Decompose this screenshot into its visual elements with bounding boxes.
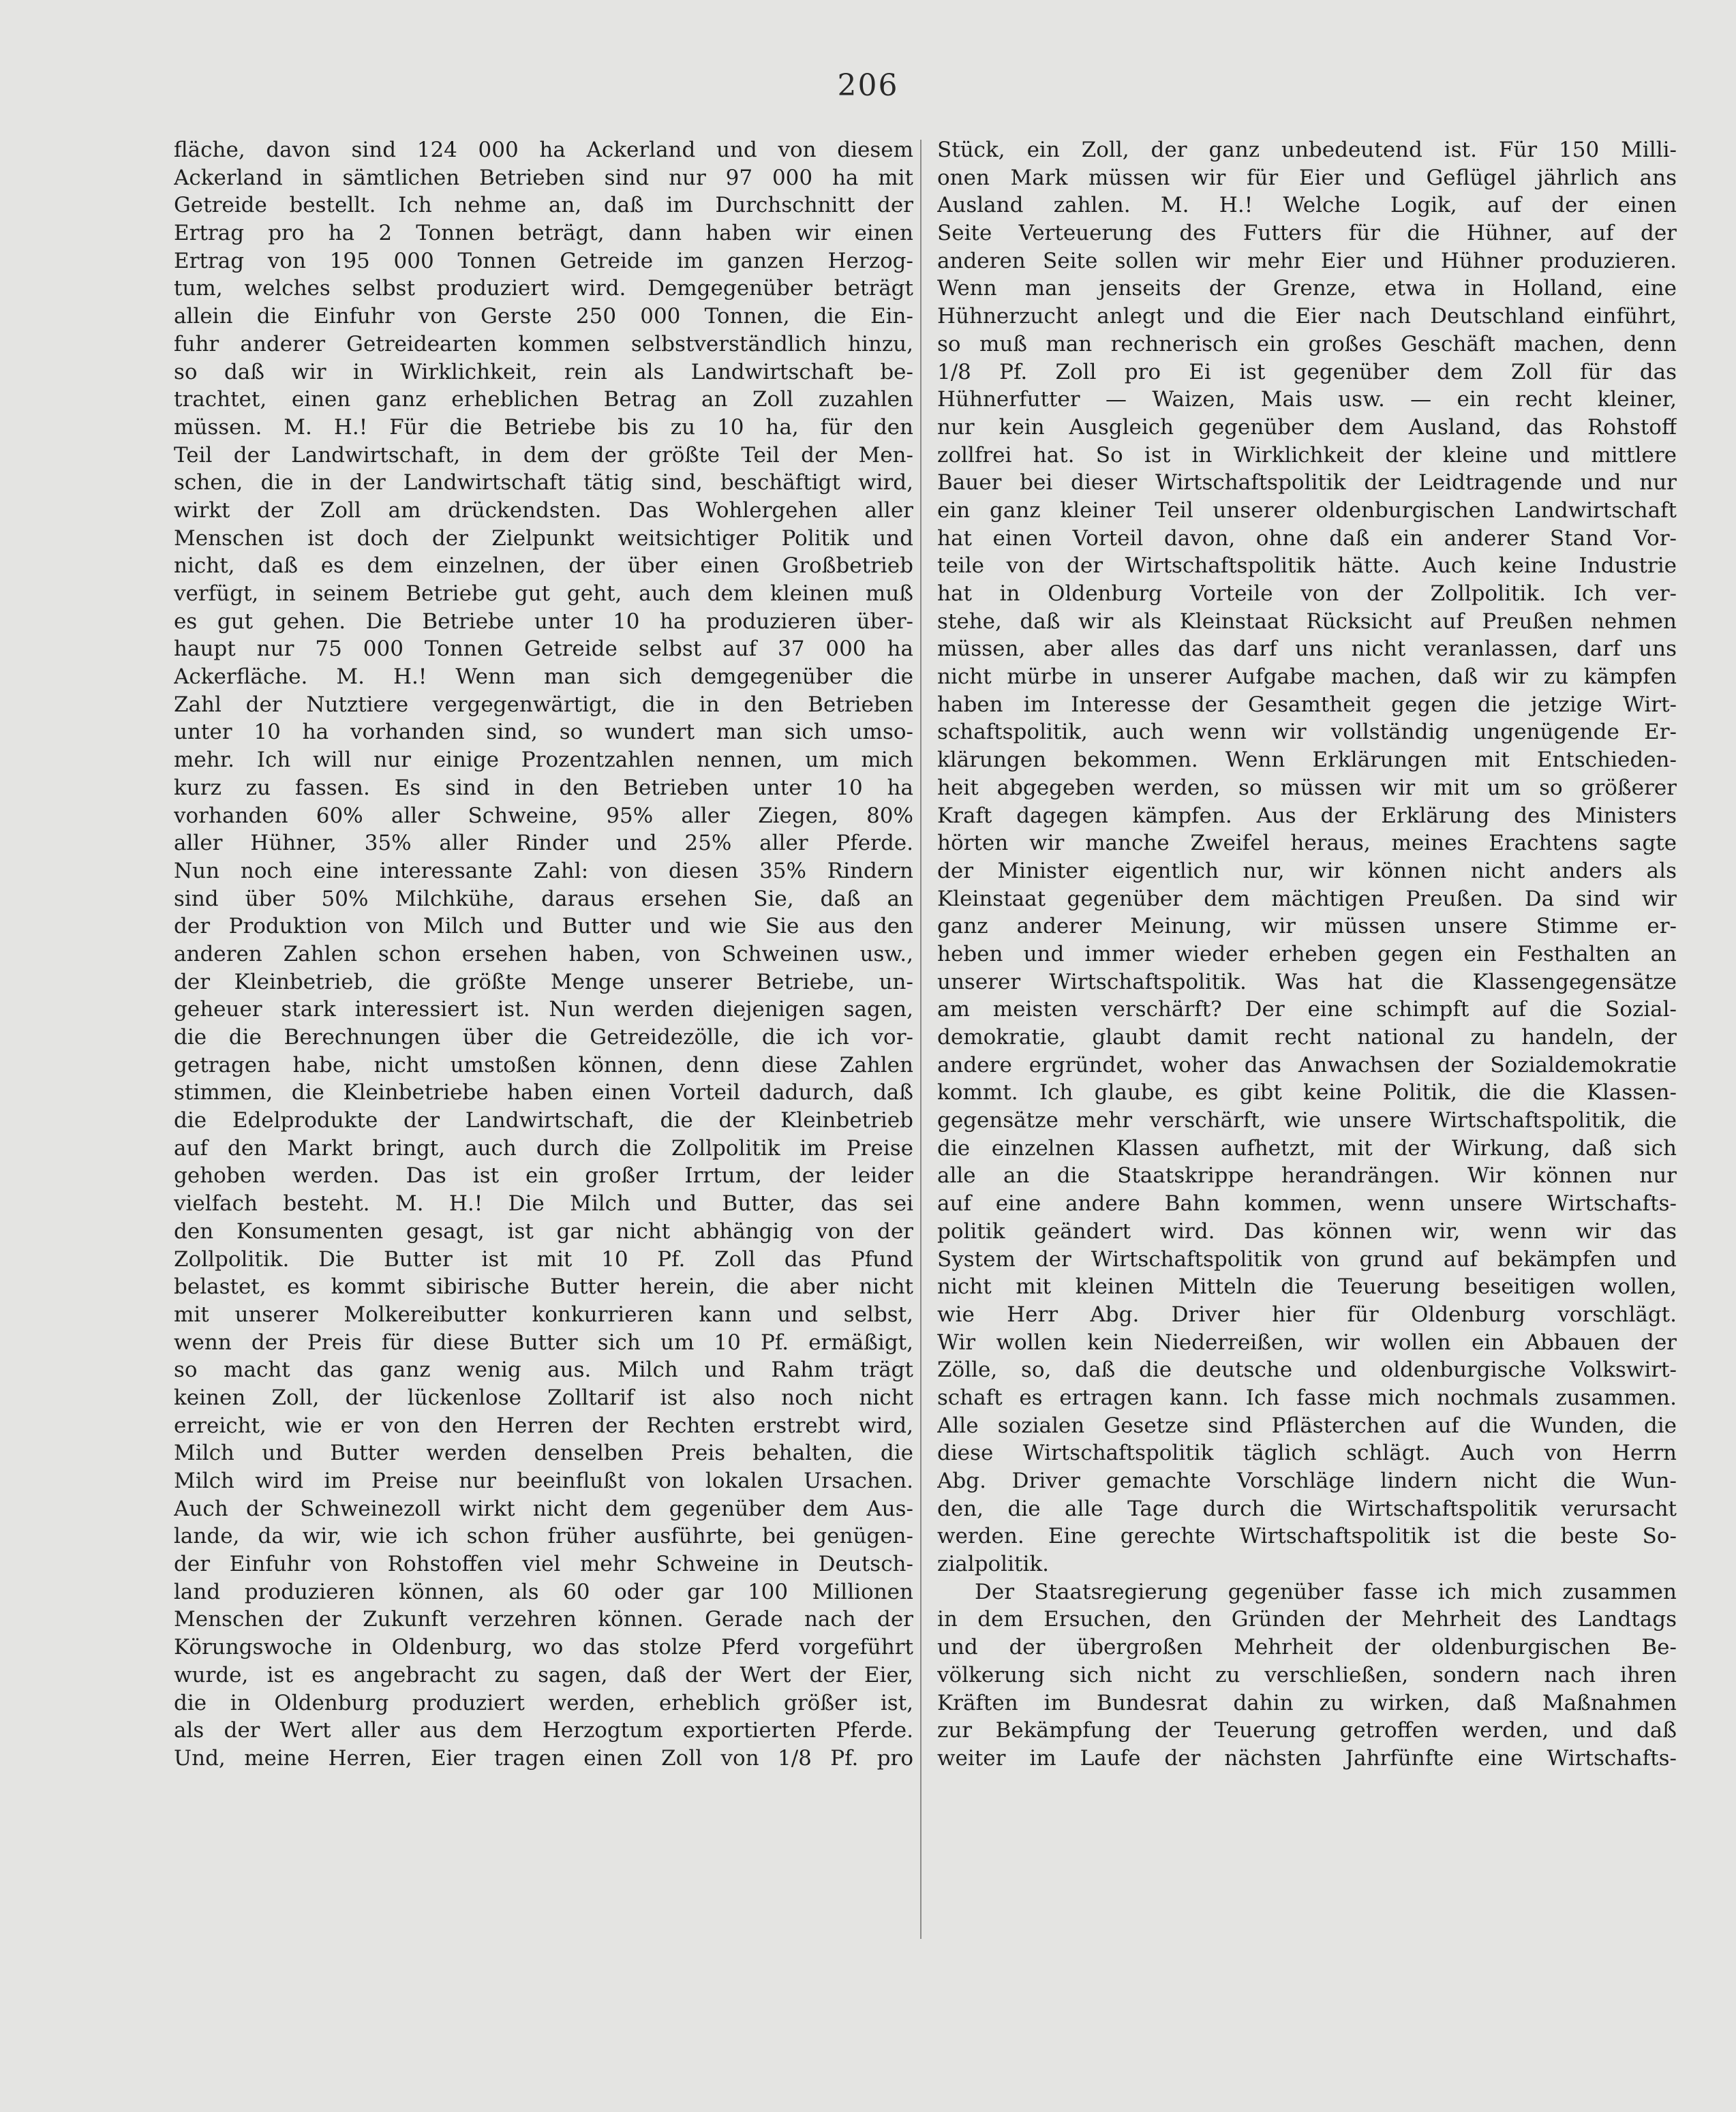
- text-line: Seite Verteuerung des Futters für die Hühner, auf der: [937, 221, 1677, 246]
- text-line: ein ganz kleiner Teil unserer oldenburgischen Landwirtschaft: [937, 498, 1677, 523]
- text-column-left: [174, 136, 913, 2079]
- text-line: wurde, ist es angebracht zu sagen, daß der Wert der Eier,: [174, 1662, 913, 1687]
- text-line: land produzieren können, als 60 oder gar 100 Millionen: [174, 1579, 913, 1604]
- text-line: den Konsumenten gesagt, ist gar nicht abhängig von der: [174, 1219, 913, 1244]
- text-line: Der Staatsregierung gegenüber fasse ich mich zusammen: [975, 1579, 1677, 1604]
- text-line: tum, welches selbst produziert wird. Demgegenüber beträgt: [174, 276, 913, 301]
- text-line: verfügt, in seinem Betriebe gut geht, auch dem kleinen muß: [174, 581, 913, 606]
- text-line: Wenn man jenseits der Grenze, etwa in Holland, eine: [937, 276, 1677, 301]
- text-line: Körungswoche in Oldenburg, wo das stolze Pferd vorgeführt: [174, 1635, 913, 1660]
- text-line: auf den Markt bringt, auch durch die Zollpolitik im Preise: [174, 1135, 913, 1161]
- text-line: haupt nur 75 000 Tonnen Getreide selbst auf 37 000 ha: [174, 637, 913, 662]
- text-line: demokratie, glaubt damit recht national zu handeln, der: [937, 1025, 1677, 1050]
- text-line: stimmen, die Kleinbetriebe haben einen Vorteil dadurch, daß: [174, 1080, 913, 1105]
- text-line: Menschen ist doch der Zielpunkt weitsichtiger Politik und: [174, 525, 913, 551]
- text-line: Getreide bestellt. Ich nehme an, daß im Durchschnitt der: [174, 193, 913, 218]
- text-line: haben im Interesse der Gesamtheit gegen die jetzige Wirt-: [937, 692, 1677, 717]
- text-line: völkerung sich nicht zu verschließen, sondern nach ihren: [937, 1662, 1677, 1687]
- text-line: klärungen bekommen. Wenn Erklärungen mit Entschieden-: [937, 748, 1677, 773]
- text-line: werden. Eine gerechte Wirtschaftspolitik ist die beste So-: [937, 1524, 1677, 1549]
- text-line: nur kein Ausgleich gegenüber dem Ausland, das Rohstoff: [937, 414, 1677, 440]
- text-line: müssen, aber alles das darf uns nicht veranlassen, darf uns: [937, 637, 1677, 662]
- text-line: vorhanden 60% aller Schweine, 95% aller Ziegen, 80%: [174, 803, 913, 828]
- text-line: Hühnerfutter — Waizen, Mais usw. — ein recht kleiner,: [937, 387, 1677, 412]
- text-line: gegensätze mehr verschärft, wie unsere Wirtschaftspolitik, die: [937, 1108, 1677, 1133]
- text-line: Und, meine Herren, Eier tragen einen Zoll von 1/8 Pf. pro: [174, 1745, 913, 1771]
- text-line: aller Hühner, 35% aller Rinder und 25% aller Pferde.: [174, 831, 913, 856]
- text-line: wie Herr Abg. Driver hier für Oldenburg vorschlägt.: [937, 1302, 1677, 1327]
- text-line: Zahl der Nutztiere vergegenwärtigt, die in den Betrieben: [174, 692, 913, 717]
- text-line: anderen Seite sollen wir mehr Eier und Hühner produzieren.: [937, 248, 1677, 273]
- column-divider: [920, 140, 922, 1939]
- text-line: wenn der Preis für diese Butter sich um 10 Pf. ermäßigt,: [174, 1330, 913, 1355]
- text-line: belastet, es kommt sibirische Butter herein, die aber nicht: [174, 1274, 913, 1300]
- text-line: mit unserer Molkereibutter konkurrieren kann und selbst,: [174, 1302, 913, 1327]
- text-line: nicht, daß es dem einzelnen, der über einen Großbetrieb: [174, 553, 913, 579]
- text-line: vielfach besteht. M. H.! Die Milch und Butter, das sei: [174, 1191, 913, 1216]
- text-line: Bauer bei dieser Wirtschaftspolitik der Leidtragende und nur: [937, 470, 1677, 495]
- text-line: andere ergründet, woher das Anwachsen der Sozialdemokratie: [937, 1052, 1677, 1077]
- text-line: so daß wir in Wirklichkeit, rein als Landwirtschaft be-: [174, 359, 913, 384]
- text-line: der Minister eigentlich nur, wir können nicht anders als: [937, 858, 1677, 883]
- text-line: Zölle, so, daß die deutsche und oldenburgische Volkswirt-: [937, 1358, 1677, 1383]
- text-line: ganz anderer Meinung, wir müssen unsere Stimme er-: [937, 914, 1677, 939]
- text-line: auf eine andere Bahn kommen, wenn unsere Wirtschafts-: [937, 1191, 1677, 1216]
- text-line: hat in Oldenburg Vorteile von der Zollpolitik. Ich ver-: [937, 581, 1677, 606]
- text-line: kommt. Ich glaube, es gibt keine Politik, die die Klassen-: [937, 1080, 1677, 1105]
- text-line: stehe, daß wir als Kleinstaat Rücksicht auf Preußen nehmen: [937, 609, 1677, 634]
- text-line: mehr. Ich will nur einige Prozentzahlen nennen, um mich: [174, 748, 913, 773]
- text-line: gehoben werden. Das ist ein großer Irrtum, der leider: [174, 1163, 913, 1189]
- text-line: System der Wirtschaftspolitik von grund auf bekämpfen und: [937, 1246, 1677, 1272]
- text-line: die in Oldenburg produziert werden, erheblich größer ist,: [174, 1690, 913, 1715]
- text-line: die einzelnen Klassen aufhetzt, mit der Wirkung, daß sich: [937, 1135, 1677, 1161]
- text-line: heben und immer wieder erheben gegen ein Festhalten an: [937, 941, 1677, 966]
- text-line: wirkt der Zoll am drückendsten. Das Wohlergehen aller: [174, 498, 913, 523]
- text-line: sind über 50% Milchkühe, daraus ersehen Sie, daß an: [174, 886, 913, 911]
- text-line: Hühnerzucht anlegt und die Eier nach Deutschland einführt,: [937, 304, 1677, 329]
- text-line: geheuer stark interessiert ist. Nun werden diejenigen sagen,: [174, 997, 913, 1022]
- text-line: Kleinstaat gegenüber dem mächtigen Preußen. Da sind wir: [937, 886, 1677, 911]
- text-line: so muß man rechnerisch ein großes Geschäft machen, denn: [937, 331, 1677, 356]
- text-line: Kraft dagegen kämpfen. Aus der Erklärung des Ministers: [937, 803, 1677, 828]
- text-line: Menschen der Zukunft verzehren können. Gerade nach der: [174, 1607, 913, 1632]
- text-line: getragen habe, nicht umstoßen können, denn diese Zahlen: [174, 1052, 913, 1077]
- text-line: onen Mark müssen wir für Eier und Geflügel jährlich ans: [937, 165, 1677, 190]
- text-line: zur Bekämpfung der Teuerung getroffen werden, und daß: [937, 1718, 1677, 1743]
- text-line: Abg. Driver gemachte Vorschläge lindern nicht die Wun-: [937, 1469, 1677, 1493]
- text-line: der Produktion von Milch und Butter und wie Sie aus den: [174, 914, 913, 939]
- text-line: Wir wollen kein Niederreißen, wir wollen ein Abbauen der: [937, 1330, 1677, 1355]
- text-column-right: [937, 136, 1677, 2079]
- text-line: Zollpolitik. Die Butter ist mit 10 Pf. Zoll das Pfund: [174, 1246, 913, 1272]
- text-line: schaft es ertragen kann. Ich fasse mich nochmals zusammen.: [937, 1385, 1677, 1410]
- text-line: 1/8 Pf. Zoll pro Ei ist gegenüber dem Zoll für das: [937, 359, 1677, 384]
- text-line: die die Berechnungen über die Getreidezölle, die ich vor-: [174, 1025, 913, 1050]
- text-line: Auch der Schweinezoll wirkt nicht dem gegenüber dem Aus-: [174, 1496, 913, 1521]
- text-line: trachtet, einen ganz erheblichen Betrag an Zoll zuzahlen: [174, 387, 913, 412]
- text-line: teile von der Wirtschaftspolitik hätte. Auch keine Industrie: [937, 553, 1677, 579]
- text-line: Teil der Landwirtschaft, in dem der größte Teil der Men-: [174, 442, 913, 468]
- text-line: kurz zu fassen. Es sind in den Betrieben unter 10 ha: [174, 775, 913, 800]
- text-line: und der übergroßen Mehrheit der oldenburgischen Be-: [937, 1635, 1677, 1660]
- text-line: lande, da wir, wie ich schon früher ausführte, bei genügen-: [174, 1524, 913, 1549]
- text-line: nicht mürbe in unserer Aufgabe machen, daß wir zu kämpfen: [937, 664, 1677, 690]
- text-line: den, die alle Tage durch die Wirtschaftspolitik verursacht: [937, 1496, 1677, 1521]
- text-line: politik geändert wird. Das können wir, wenn wir das: [937, 1219, 1677, 1244]
- text-line: Ertrag von 195 000 Tonnen Getreide im ganzen Herzog-: [174, 248, 913, 273]
- text-line: zialpolitik.: [937, 1552, 1049, 1577]
- text-line: Kräften im Bundesrat dahin zu wirken, daß Maßnahmen: [937, 1690, 1677, 1715]
- text-line: hat einen Vorteil davon, ohne daß ein anderer Stand Vor-: [937, 525, 1677, 551]
- text-line: schaftspolitik, auch wenn wir vollständig ungenügende Er-: [937, 720, 1677, 745]
- text-line: weiter im Laufe der nächsten Jahrfünfte eine Wirtschafts-: [937, 1745, 1677, 1771]
- text-line: so macht das ganz wenig aus. Milch und Rahm trägt: [174, 1358, 913, 1383]
- text-line: Ackerland in sämtlichen Betrieben sind nur 97 000 ha mit: [174, 165, 913, 190]
- text-line: es gut gehen. Die Betriebe unter 10 ha produzieren über-: [174, 609, 913, 634]
- text-line: Alle sozialen Gesetze sind Pflästerchen auf die Wunden, die: [937, 1413, 1677, 1438]
- text-line: zollfrei hat. So ist in Wirklichkeit der kleine und mittlere: [937, 442, 1677, 468]
- text-line: Nun noch eine interessante Zahl: von diesen 35% Rindern: [174, 858, 913, 883]
- text-line: heit abgegeben werden, so müssen wir mit um so größerer: [937, 775, 1677, 800]
- text-line: fläche, davon sind 124 000 ha Ackerland und von diesem: [174, 138, 913, 162]
- text-line: erreicht, wie er von den Herren der Rechten erstrebt wird,: [174, 1413, 913, 1438]
- text-line: diese Wirtschaftspolitik täglich schlägt. Auch von Herrn: [937, 1441, 1677, 1466]
- text-line: nicht mit kleinen Mitteln die Teuerung beseitigen wollen,: [937, 1274, 1677, 1300]
- text-line: die Edelprodukte der Landwirtschaft, die der Kleinbetrieb: [174, 1108, 913, 1133]
- text-line: schen, die in der Landwirtschaft tätig sind, beschäftigt wird,: [174, 470, 913, 495]
- text-line: keinen Zoll, der lückenlose Zolltarif ist also noch nicht: [174, 1385, 913, 1410]
- text-line: alle an die Staatskrippe herandrängen. Wir können nur: [937, 1163, 1677, 1189]
- text-line: der Einfuhr von Rohstoffen viel mehr Schweine in Deutsch-: [174, 1552, 913, 1577]
- text-line: müssen. M. H.! Für die Betriebe bis zu 10 ha, für den: [174, 414, 913, 440]
- text-line: als der Wert aller aus dem Herzogtum exportierten Pferde.: [174, 1718, 913, 1743]
- text-line: fuhr anderer Getreidearten kommen selbstverständlich hinzu,: [174, 331, 913, 356]
- text-line: Ackerfläche. M. H.! Wenn man sich demgegenüber die: [174, 664, 913, 690]
- page-number: 206: [837, 68, 899, 103]
- text-line: der Kleinbetrieb, die größte Menge unserer Betriebe, un-: [174, 969, 913, 994]
- text-line: unserer Wirtschaftspolitik. Was hat die Klassengegensätze: [937, 969, 1677, 994]
- text-line: allein die Einfuhr von Gerste 250 000 Tonnen, die Ein-: [174, 304, 913, 329]
- text-line: unter 10 ha vorhanden sind, so wundert man sich umso-: [174, 720, 913, 745]
- text-line: in dem Ersuchen, den Gründen der Mehrheit des Landtags: [937, 1607, 1677, 1632]
- text-line: Ertrag pro ha 2 Tonnen beträgt, dann haben wir einen: [174, 221, 913, 246]
- text-line: Ausland zahlen. M. H.! Welche Logik, auf der einen: [937, 193, 1677, 218]
- text-line: Milch und Butter werden denselben Preis behalten, die: [174, 1441, 913, 1466]
- text-line: Milch wird im Preise nur beeinflußt von lokalen Ursachen.: [174, 1469, 913, 1493]
- text-line: Stück, ein Zoll, der ganz unbedeutend ist. Für 150 Milli-: [937, 138, 1677, 162]
- text-line: am meisten verschärft? Der eine schimpft auf die Sozial-: [937, 997, 1677, 1022]
- text-line: hörten wir manche Zweifel heraus, meines Erachtens sagte: [937, 831, 1677, 856]
- text-line: anderen Zahlen schon ersehen haben, von Schweinen usw.,: [174, 941, 913, 966]
